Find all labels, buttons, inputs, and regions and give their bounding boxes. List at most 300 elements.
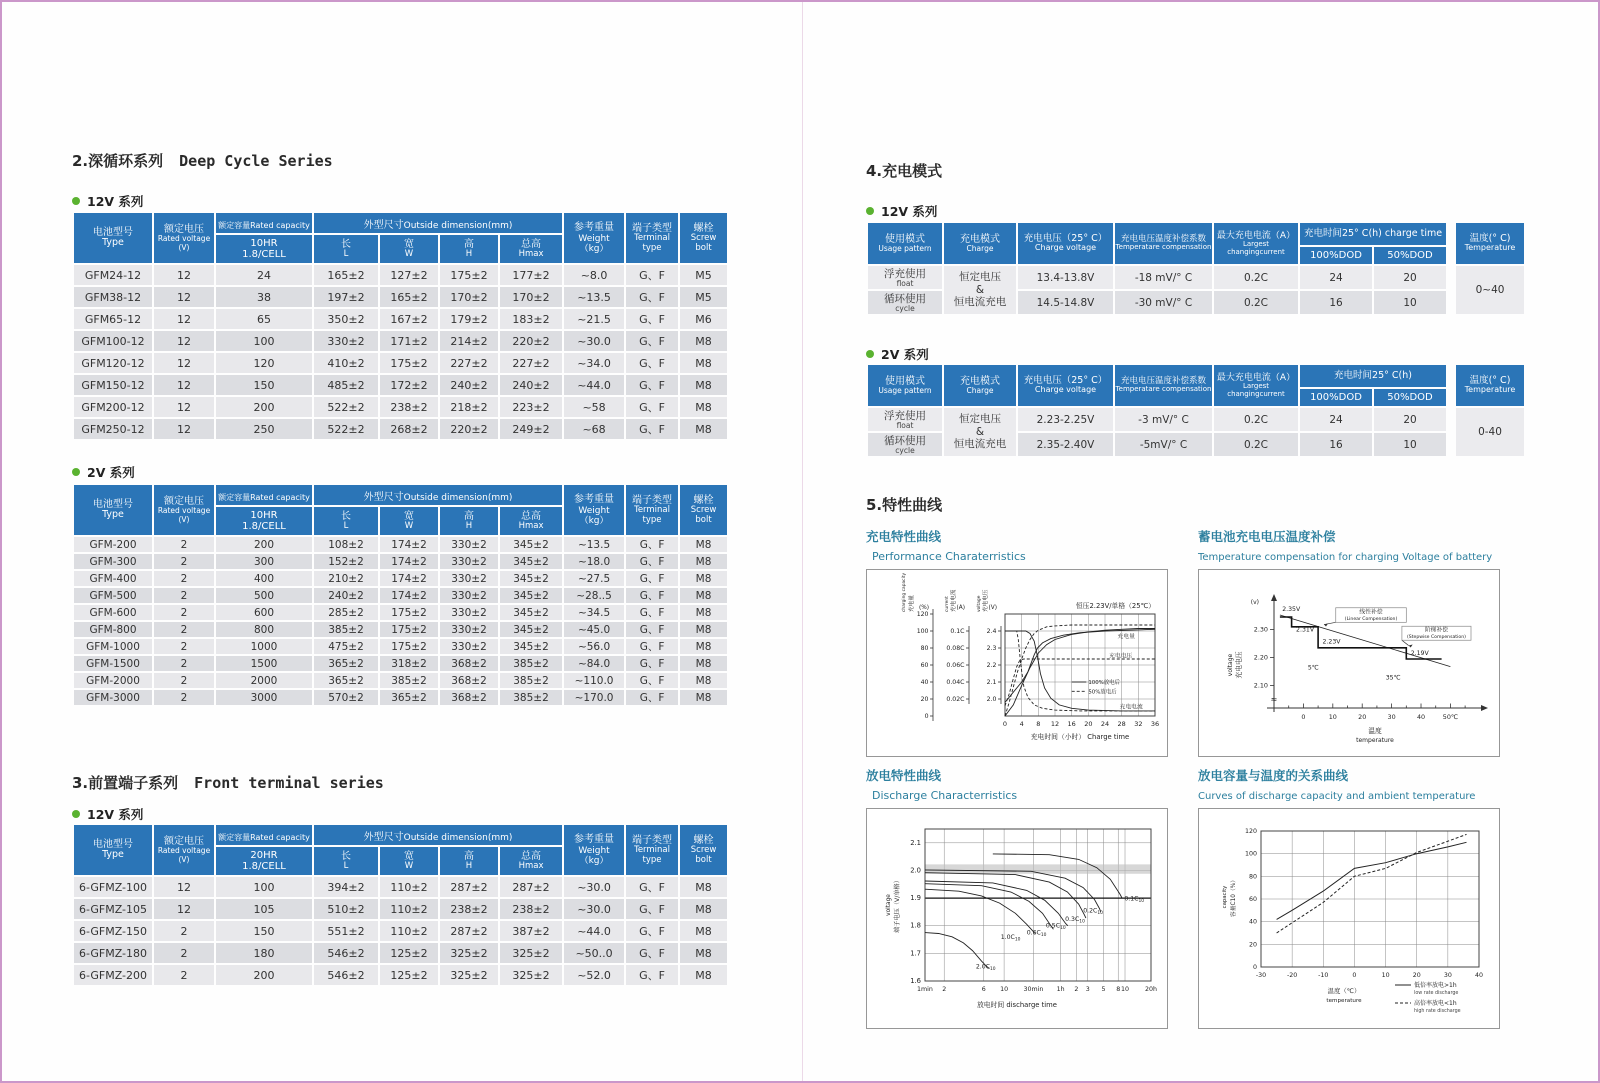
table-cell: -30 mV/° C [1115,291,1212,314]
table-cell: 14.5-14.8V [1018,291,1113,314]
table-cell: 345±2 [500,588,562,603]
callout-arrowhead-icon [1409,645,1413,648]
table-cell: ~84.0 [564,656,624,671]
table-cell: GFM250-12 [74,419,152,439]
point-label: 2.19V [1410,649,1429,657]
x-tick-label: 6 [981,986,986,993]
table-cell: 20 [1374,408,1446,431]
x-tick-label: -10 [1318,972,1329,979]
table-cell: 127±2 [380,265,438,285]
table-cell: 2 [154,571,214,586]
table-cell: G、F [626,673,678,688]
front-terminal-12v-table [72,823,729,987]
table-cell: M5 [680,287,727,307]
table-cell: GFM-600 [74,605,152,620]
table-cell: 485±2 [314,375,378,395]
table-cell: 2.35-2.40V [1018,433,1113,456]
legend-label-en: high rate discharge [1414,1009,1461,1014]
axis-title: 充电电压 [983,589,989,612]
table-cell: 240±2 [314,588,378,603]
table-cell: ~8.0 [564,265,624,285]
table-cell: M8 [680,639,727,654]
table-cell: 287±2 [500,877,562,897]
table-cell: 10 [1374,291,1446,314]
table-row [74,622,727,637]
point-label: 2.35V [1282,606,1301,614]
table-cell: GFM-3000 [74,690,152,705]
table-row [74,943,727,963]
table-cell: 183±2 [500,309,562,329]
table-cell: M8 [680,588,727,603]
table-row [74,537,727,552]
table-cell: GFM-500 [74,588,152,603]
axis-title: charging capacity [902,572,907,612]
table-row [74,571,727,586]
x-tick-label: 1min [917,986,933,993]
table-cell: 2 [154,943,214,963]
axis-tick-label: 0.06C [946,662,965,669]
table-cell: G、F [626,656,678,671]
table-cell: 175±2 [380,639,438,654]
table-row [74,397,727,417]
bullet-icon [866,207,874,215]
table-cell: 0.2C [1214,291,1298,314]
bullet-icon [72,468,80,476]
table-cell: 12 [154,331,214,351]
table-cell: 175±2 [380,605,438,620]
table-cell: 546±2 [314,943,378,963]
axis-tick-label: 2.4 [986,628,997,635]
table-cell: G、F [626,419,678,439]
table-cell: 152±2 [314,554,378,569]
table-gap [1448,223,1454,264]
table-row-float [868,408,1524,431]
x-tick-label: 8 [1036,720,1041,728]
table-cell: G、F [626,331,678,351]
table-cell: 6-GFMZ-150 [74,921,152,941]
table-cell: 200 [216,965,312,985]
table-cell: 325±2 [500,943,562,963]
chart-title-cn: 放电特性曲线 [866,768,942,783]
x-tick-label: 10 [1000,986,1009,993]
table-cell: GFM65-12 [74,309,152,329]
table-cell: 125±2 [380,943,438,963]
table-cell: G、F [626,690,678,705]
table-row [74,265,727,285]
x-tick-label: 0 [1301,713,1306,721]
col-header-rate: 10HR 1.8/CELL [216,507,312,535]
curve-label: $2.0C_{10}$ [975,963,996,973]
table-cell: M8 [680,331,727,351]
axis-tick-label: 60 [920,662,929,669]
table-cell: 110±2 [380,899,438,919]
table-cell: G、F [626,622,678,637]
col-header-width: 宽 W [380,847,438,875]
legend-label-en: low rate discharge [1414,991,1459,996]
table-cell: 345±2 [500,571,562,586]
chart-title-cn: 充电特性曲线 [866,529,942,544]
table-cell: 400 [216,571,312,586]
table-cell: M8 [680,921,727,941]
table-cell: ~58 [564,397,624,417]
table-cell: 330±2 [440,554,498,569]
section-title-cn: 3.前置端子系列 [72,774,179,792]
table-cell: GFM150-12 [74,375,152,395]
table-cell: 330±2 [440,639,498,654]
x-tick-label: 3 [1085,986,1090,993]
table-cell: M8 [680,943,727,963]
table-cell: 475±2 [314,639,378,654]
table-row [74,309,727,329]
table-cell: 318±2 [380,656,438,671]
axis-tick-label: 2.0 [986,696,997,703]
table-cell: 551±2 [314,921,378,941]
table-cell: ~44.0 [564,921,624,941]
axis-unit: (%) [918,605,929,611]
col-header-terminal: 端子类型 Terminal type [626,825,678,875]
table-cell: G、F [626,899,678,919]
charge-mode-cell: 恒定电压 & 恒电流充电 [944,408,1016,456]
table-cell: M8 [680,554,727,569]
callout-arrow [1402,640,1409,645]
x-tick-label: 8 [1116,986,1121,993]
point-label: 2.23V [1322,638,1341,646]
col-header-capacity: 额定容量Rated capacity [216,213,312,233]
right-column [866,2,1516,1081]
table-cell: 345±2 [500,554,562,569]
x-tick-label: 12 [1050,720,1060,728]
table-row [74,554,727,569]
usage-cell: 浮充使用 float [868,408,942,431]
table-cell: 172±2 [380,375,438,395]
table-row [74,331,727,351]
charge-mode-cell: 恒定电压 & 恒电流充电 [944,266,1016,314]
x-tick-label: 10 [1381,972,1390,979]
col-header-charge-voltage: 充电电压（25° C） Charge voltage [1018,223,1113,264]
table-cell: 330±2 [314,331,378,351]
col-header-dod50: 50%DOD [1374,389,1446,406]
col-header-dod100: 100%DOD [1300,389,1372,406]
table-row [74,588,727,603]
section-title-cn: 5.特性曲线 [866,496,943,514]
series-badge-label: 12V 系列 [87,194,144,209]
table-cell: 12 [154,877,214,897]
section-title-charge-mode [866,160,942,181]
col-header-temp-compensation: 充电电压温度补偿系数 Temperatare compensation [1115,223,1212,264]
x-tick-label: 10 [1121,986,1130,993]
table-cell: 385±2 [314,622,378,637]
capacity-temperature-chart [1198,808,1500,1029]
table-cell: ~45.0 [564,622,624,637]
table-cell: 65 [216,309,312,329]
table-cell: -3 mV/° C [1115,408,1212,431]
table-cell: 325±2 [440,965,498,985]
table-cell: 175±2 [380,622,438,637]
table-row-float [868,266,1524,289]
table-cell: GFM100-12 [74,331,152,351]
chart-title-cn: 放电容量与温度的关系曲线 [1198,768,1349,783]
x-tick-label: 20h [1144,986,1158,993]
table-cell: 500 [216,588,312,603]
table-cell: 214±2 [440,331,498,351]
col-header-weight: 参考重量 Weight （kg） [564,213,624,263]
legend-label: 50%放电后 [1088,689,1117,696]
bullet-icon [72,810,80,818]
table-cell: G、F [626,605,678,620]
table-cell: 0.2C [1214,433,1298,456]
table-cell: 170±2 [500,287,562,307]
table-cell: ~68 [564,419,624,439]
x-axis-label: 放电时间 discharge time [977,1001,1057,1009]
table-cell: M8 [680,375,727,395]
axis-tick-label: 120 [916,611,929,618]
y-tick-label: 80 [1248,873,1257,881]
axis-tick-label: 100 [916,628,929,635]
table-cell: 13.4-13.8V [1018,266,1113,289]
col-header-charge-time: 充电时间25° C(h) [1300,365,1446,387]
table-cell: 177±2 [500,265,562,285]
x-tick-label: 50℃ [1442,713,1459,721]
axis-title: voltage [977,595,982,612]
table-cell: 350±2 [314,309,378,329]
col-header-terminal: 端子类型 Terminal type [626,485,678,535]
y-tick-label: 1.6 [910,977,921,985]
table-cell: 100 [216,877,312,897]
table-cell: 394±2 [314,877,378,897]
table-cell: 24 [1300,266,1372,289]
table-row [74,899,727,919]
discharge-chart [866,808,1168,1029]
callout-label-en: (Stepwise Compensation) [1406,635,1466,641]
table-cell: 174±2 [380,571,438,586]
table-cell: 600 [216,605,312,620]
table-cell: 2 [154,690,214,705]
table-cell: ~21.5 [564,309,624,329]
col-header-temperature: 温度(° C) Temperature [1456,365,1524,406]
col-header-charge-voltage: 充电电压（25° C） Charge voltage [1018,365,1113,406]
series-badge-label: 12V 系列 [881,204,938,219]
table-cell: 12 [154,899,214,919]
charge-mode-12v-table [866,221,1526,316]
x-tick-label: 2 [942,986,947,993]
performance-chart-svg [867,570,1165,752]
charge-voltage-100pct [1005,629,1155,702]
callout-label-cn: 线性补偿 [1359,609,1383,616]
callout-label-cn: 阶梯补偿 [1424,627,1449,634]
legend-label-cn: 低倍率放电>1h [1414,982,1457,989]
x-tick-label: 20 [1412,972,1421,979]
col-header-height: 高 H [440,507,498,535]
col-header-width: 宽 W [380,507,438,535]
table-cell: 171±2 [380,331,438,351]
section-title-curves [866,494,942,515]
capacity-temperature-chart-block [1198,765,1500,1029]
table-cell: 330±2 [440,605,498,620]
col-header-length: 长 L [314,235,378,263]
col-header-dimension: 外型尺寸Outside dimension(mm) [314,485,562,505]
col-header-length: 长 L [314,507,378,535]
x-tick-label: 20 [1084,720,1093,728]
x-tick-label: 36 [1150,720,1160,728]
table-cell: 345±2 [500,537,562,552]
col-header-voltage: 额定电压 Rated voltage (V) [154,213,214,263]
curve-label: $0.6C_{10}$ [1026,929,1047,939]
x-tick-label: 40 [1416,713,1426,721]
table-row [74,656,727,671]
series-badge-front12 [72,805,143,823]
table-cell: M8 [680,419,727,439]
table-row [74,877,727,897]
curve-label: $0.2C_{10}$ [1083,907,1103,916]
page-center-divider [802,2,803,1081]
x-tick-label: 28 [1117,720,1126,728]
table-cell: 20 [1374,266,1446,289]
table-cell: 345±2 [500,639,562,654]
col-header-hmax: 总高 Hmax [500,235,562,263]
axis-tick-label: 2.3 [986,645,997,652]
curve-label: 充电电压 [1109,653,1133,660]
col-header-usage: 使用模式 Usage pattern [868,223,942,264]
table-cell: 368±2 [440,673,498,688]
table-cell: -5mV/° C [1115,433,1212,456]
table-cell: 385±2 [500,673,562,688]
table-cell: 287±2 [440,921,498,941]
temp-compensation-chart-block [1198,526,1500,757]
table-cell: 325±2 [440,943,498,963]
series-badge-deep12 [72,192,143,210]
table-cell: M8 [680,397,727,417]
axis-arrow-icon [1481,705,1488,711]
point-label: 2.31V [1296,626,1315,634]
series-badge-label: 2V 系列 [87,465,135,480]
table-cell: 285±2 [314,605,378,620]
table-row [74,673,727,688]
table-cell: 12 [154,353,214,373]
chart-title-en: Discharge Characterristics [872,789,1018,802]
discharge-chart-svg [867,809,1165,1024]
axis-tick-label: 40 [920,679,929,686]
table-cell: M8 [680,605,727,620]
y-tick-label: 100 [1244,850,1257,858]
axis-tick-label: 2.1 [986,679,997,686]
table-cell: 223±2 [500,397,562,417]
table-cell: M8 [680,537,727,552]
table-cell: 385±2 [500,690,562,705]
col-header-weight: 参考重量 Weight （kg） [564,825,624,875]
section-title-en: Front terminal series [194,774,384,792]
col-header-width: 宽 W [380,235,438,263]
performance-chart [866,569,1168,757]
x-tick-label: 4 [1019,720,1024,728]
table-cell: 108±2 [314,537,378,552]
table-cell: ~44.0 [564,375,624,395]
table-cell: 368±2 [440,690,498,705]
table-cell: 218±2 [440,397,498,417]
bullet-icon [866,350,874,358]
table-cell: 365±2 [314,673,378,688]
axis-tick-label: 2.2 [986,662,997,669]
table-cell: 167±2 [380,309,438,329]
axis-title: 充电量 [909,595,915,612]
y-tick-label: 2.0 [910,866,921,875]
section-title-cn: 4.充电模式 [866,162,943,180]
table-cell: 180 [216,943,312,963]
point-label: 35℃ [1385,674,1401,682]
table-cell: M8 [680,965,727,985]
table-cell: 510±2 [314,899,378,919]
col-header-rate: 10HR 1.8/CELL [216,235,312,263]
section-title-en: Deep Cycle Series [179,152,333,170]
table-cell: ~34.0 [564,353,624,373]
table-cell: 174±2 [380,554,438,569]
table-cell: G、F [626,287,678,307]
axis-unit: (V) [988,605,997,611]
table-row [74,287,727,307]
y-axis-label: voltage [1227,653,1234,677]
bullet-icon [72,197,80,205]
col-header-max-current: 最大充电电流（A） Largest changingcurrent [1214,223,1298,264]
table-row [74,353,727,373]
table-cell: 125±2 [380,965,438,985]
table-cell: 238±2 [500,899,562,919]
x-tick-label: 0 [1352,972,1357,979]
col-header-terminal: 端子类型 Terminal type [626,213,678,263]
axis-tick-label: 0 [924,713,929,720]
table-cell: 38 [216,287,312,307]
table-row [74,375,727,395]
table-cell: M8 [680,673,727,688]
table-cell: 1500 [216,656,312,671]
table-cell: GFM-300 [74,554,152,569]
table-cell: 2 [154,537,214,552]
col-header-temperature: 温度(° C) Temperature [1456,223,1524,264]
series-badge-label: 2V 系列 [881,347,929,362]
axis-arrow-icon [1271,594,1277,601]
table-cell: 120 [216,353,312,373]
table-cell: 165±2 [314,265,378,285]
table-row [74,639,727,654]
axis-title: current [945,596,950,612]
discharge-curve-0.1C10 [993,854,1122,898]
table-cell: 200 [216,397,312,417]
table-cell: 170±2 [440,287,498,307]
table-cell: M5 [680,265,727,285]
table-gap [1448,266,1454,314]
table-row [74,690,727,705]
table-cell: 12 [154,309,214,329]
axis-tick-label: 20 [920,696,929,703]
table-cell: 2 [154,588,214,603]
x-tick-label: 24 [1100,720,1110,728]
section-title-deep-cycle [72,150,333,171]
table-cell: GFM-1000 [74,639,152,654]
callout-label-en: (Linear Compensation) [1344,617,1398,623]
table-cell: ~30.0 [564,331,624,351]
table-cell: G、F [626,921,678,941]
discharge-curve-0.3C10 [925,873,1086,918]
axis-unit: (A) [956,605,965,611]
table-cell: ~30.0 [564,899,624,919]
axis-tick-label: 0.02C [946,696,965,703]
table-cell: ~50..0 [564,943,624,963]
table-cell: 12 [154,397,214,417]
table-cell: G、F [626,588,678,603]
table-cell: 3000 [216,690,312,705]
y-tick-label: 1.9 [910,894,921,903]
col-header-height: 高 H [440,235,498,263]
col-header-type: 电池型号 Type [74,485,152,535]
table-cell: 238±2 [380,397,438,417]
